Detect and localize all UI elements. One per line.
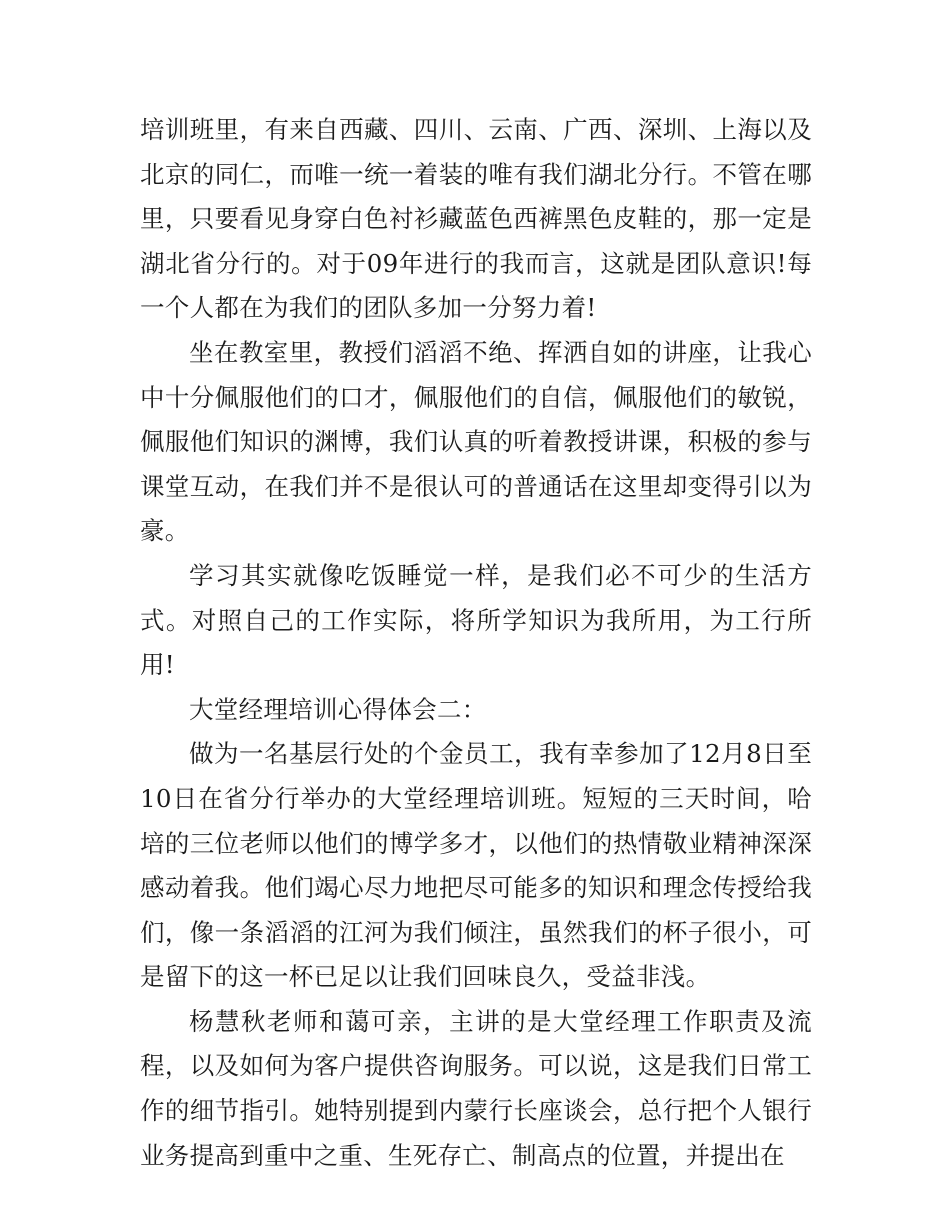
- paragraph-1: 培训班里，有来自西藏、四川、云南、广西、深圳、上海以及北京的同仁，而唯一统一着装的唯有我们湖北分行。不管在哪里，只要看见身穿白色衬衫藏蓝色西裤黑色皮鞋的，那一定是湖北省分行的。对于09年进行的我而言，这就是团队意识!每一个人都在为我们的团队多加一分努力着!: [140, 115, 812, 323]
- paragraph-3: 学习其实就像吃饭睡觉一样，是我们必不可少的生活方式。对照自己的工作实际，将所学知识为我所用，为工行所用!: [140, 560, 812, 680]
- paragraph-5: 杨慧秋老师和蔼可亲，主讲的是大堂经理工作职责及流程，以及如何为客户提供咨询服务。可以说，这是我们日常工作的细节指引。她特别提到内蒙行长座谈会，总行把个人银行业务提高到重中之重、生死存亡、制高点的位置，并提出在: [140, 1006, 812, 1170]
- paragraph-4: 做为一名基层行处的个金员工，我有幸参加了12月8日至10日在省分行举办的大堂经理培训班。短短的三天时间，哈培的三位老师以他们的博学多才，以他们的热情敬业精神深深感动着我。他们竭心尽力地把尽可能多的知识和理念传授给我们，像一条滔滔的江河为我们倾注，虽然我们的杯子很小，可是留下的这一杯已足以让我们回味良久，受益非浅。: [140, 739, 812, 992]
- section-heading: 大堂经理培训心得体会二：: [189, 694, 487, 724]
- document-page: [140, 108, 812, 1178]
- paragraph-2: 坐在教室里，教授们滔滔不绝、挥洒自如的讲座，让我心中十分佩服他们的口才，佩服他们的自信，佩服他们的敏锐，佩服他们知识的渊博，我们认真的听着教授讲课，积极的参与课堂互动，在我们并不是很认可的普通话在这里却变得引以为豪。: [140, 337, 812, 546]
